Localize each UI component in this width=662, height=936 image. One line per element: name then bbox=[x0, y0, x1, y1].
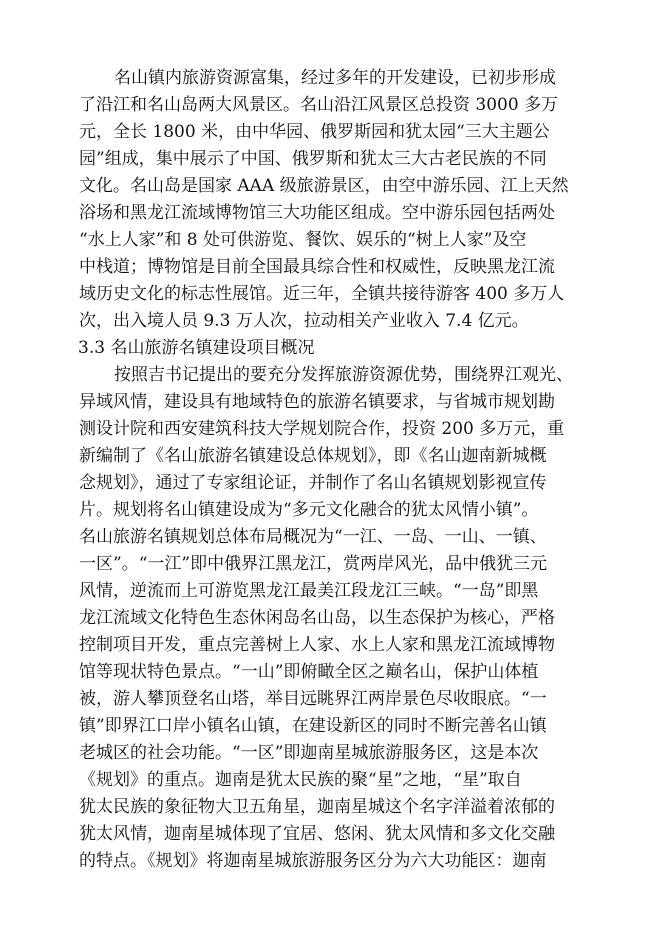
paragraph-2-line: 一区”。“一江”即中俄界江黑龙江，赏两岸风光，品中俄犹三元 bbox=[79, 554, 548, 574]
paragraph-2-line: 控制项目开发，重点完善树上人家、水上人家和黑龙江流域博物 bbox=[79, 635, 555, 655]
paragraph-2-line: 测设计院和西安建筑科技大学规划院合作，投资 200 多万元，重 bbox=[79, 419, 565, 439]
paragraph-2-line: 新编制了《名山旅游名镇建设总体规划》，即《名山迦南新城概 bbox=[79, 446, 547, 466]
paragraph-1-line: 名山镇内旅游资源富集，经过多年的开发建设，已初步形成 bbox=[114, 68, 556, 88]
paragraph-2-line: 《规划》的重点。迦南是犹太民族的聚“星”之地，“星”取自 bbox=[79, 770, 522, 790]
paragraph-2-line: 被，游人攀顶登名山塔，举目远眺界江两岸景色尽收眼底。“一 bbox=[79, 689, 547, 709]
paragraph-2-line: 风情，逆流而上可游览黑龙江最美江段龙江三峡。“一岛”即黑 bbox=[79, 581, 539, 601]
paragraph-2-line: 名山旅游名镇规划总体布局概况为“一江、一岛、一山、一镇、 bbox=[79, 527, 547, 547]
paragraph-2-line: 异域风情，建设具有地域特色的旅游名镇要求，与省城市规划勘 bbox=[79, 392, 555, 412]
paragraph-2-line: 龙江流域文化特色生态休闲岛名山岛，以生态保护为核心，严格 bbox=[79, 608, 555, 628]
paragraph-2-line: 馆等现状特色景点。“一山”即俯瞰全区之巅名山，保护山体植 bbox=[79, 662, 539, 682]
paragraph-2-line: 片。规划将名山镇建设成为“多元文化融合的犹太风情小镇”。 bbox=[79, 500, 539, 520]
paragraph-1-line: 文化。名山岛是国家 AAA 级旅游景区，由空中游乐园、江上天然 bbox=[79, 176, 569, 196]
paragraph-1-line: 中栈道；博物馆是目前全国最具综合性和权威性，反映黑龙江流 bbox=[79, 257, 555, 277]
paragraph-1-line: 浴场和黑龙江流域博物馆三大功能区组成。空中游乐园包括两处 bbox=[79, 203, 555, 223]
paragraph-2-line: 犹太民族的象征物大卫五角星，迦南星城这个名字洋溢着浓郁的 bbox=[79, 797, 555, 817]
paragraph-1-line: 域历史文化的标志性展馆。近三年，全镇共接待游客 400 多万人 bbox=[79, 284, 565, 304]
paragraph-1-line: 元，全长 1800 米，由中华园、俄罗斯园和犹太园“三大主题公 bbox=[79, 122, 550, 142]
paragraph-1-line: 园”组成，集中展示了中国、俄罗斯和犹太三大古老民族的不同 bbox=[79, 149, 547, 169]
paragraph-1-line: 次，出入境人员 9.3 万人次，拉动相关产业收入 7.4 亿元。 bbox=[79, 311, 529, 331]
paragraph-2-line: 念规划》，通过了专家组论证，并制作了名山名镇规划影视宣传 bbox=[79, 473, 547, 493]
paragraph-2-line: 按照吉书记提出的要充分发挥旅游资源优势，围绕界江观光、 bbox=[114, 365, 573, 385]
paragraph-2-line: 的特点。《规划》将迦南星城旅游服务区分为六大功能区：迦南 bbox=[79, 851, 547, 871]
paragraph-1-line: “水上人家”和 8 处可供游览、餐饮、娱乐的“树上人家”及空 bbox=[79, 230, 527, 250]
section-heading: 3.3 名山旅游名镇建设项目概况 bbox=[78, 338, 315, 358]
paragraph-2-line: 镇”即界江口岸小镇名山镇，在建设新区的同时不断完善名山镇 bbox=[79, 716, 547, 736]
paragraph-1-line: 了沿江和名山岛两大风景区。名山沿江风景区总投资 3000 多万 bbox=[79, 95, 559, 115]
paragraph-2-line: 犹太风情，迦南星城体现了宜居、悠闲、犹太风情和多文化交融 bbox=[79, 824, 555, 844]
paragraph-2-line: 老城区的社会功能。“一区”即迦南星城旅游服务区，这是本次 bbox=[79, 743, 539, 763]
